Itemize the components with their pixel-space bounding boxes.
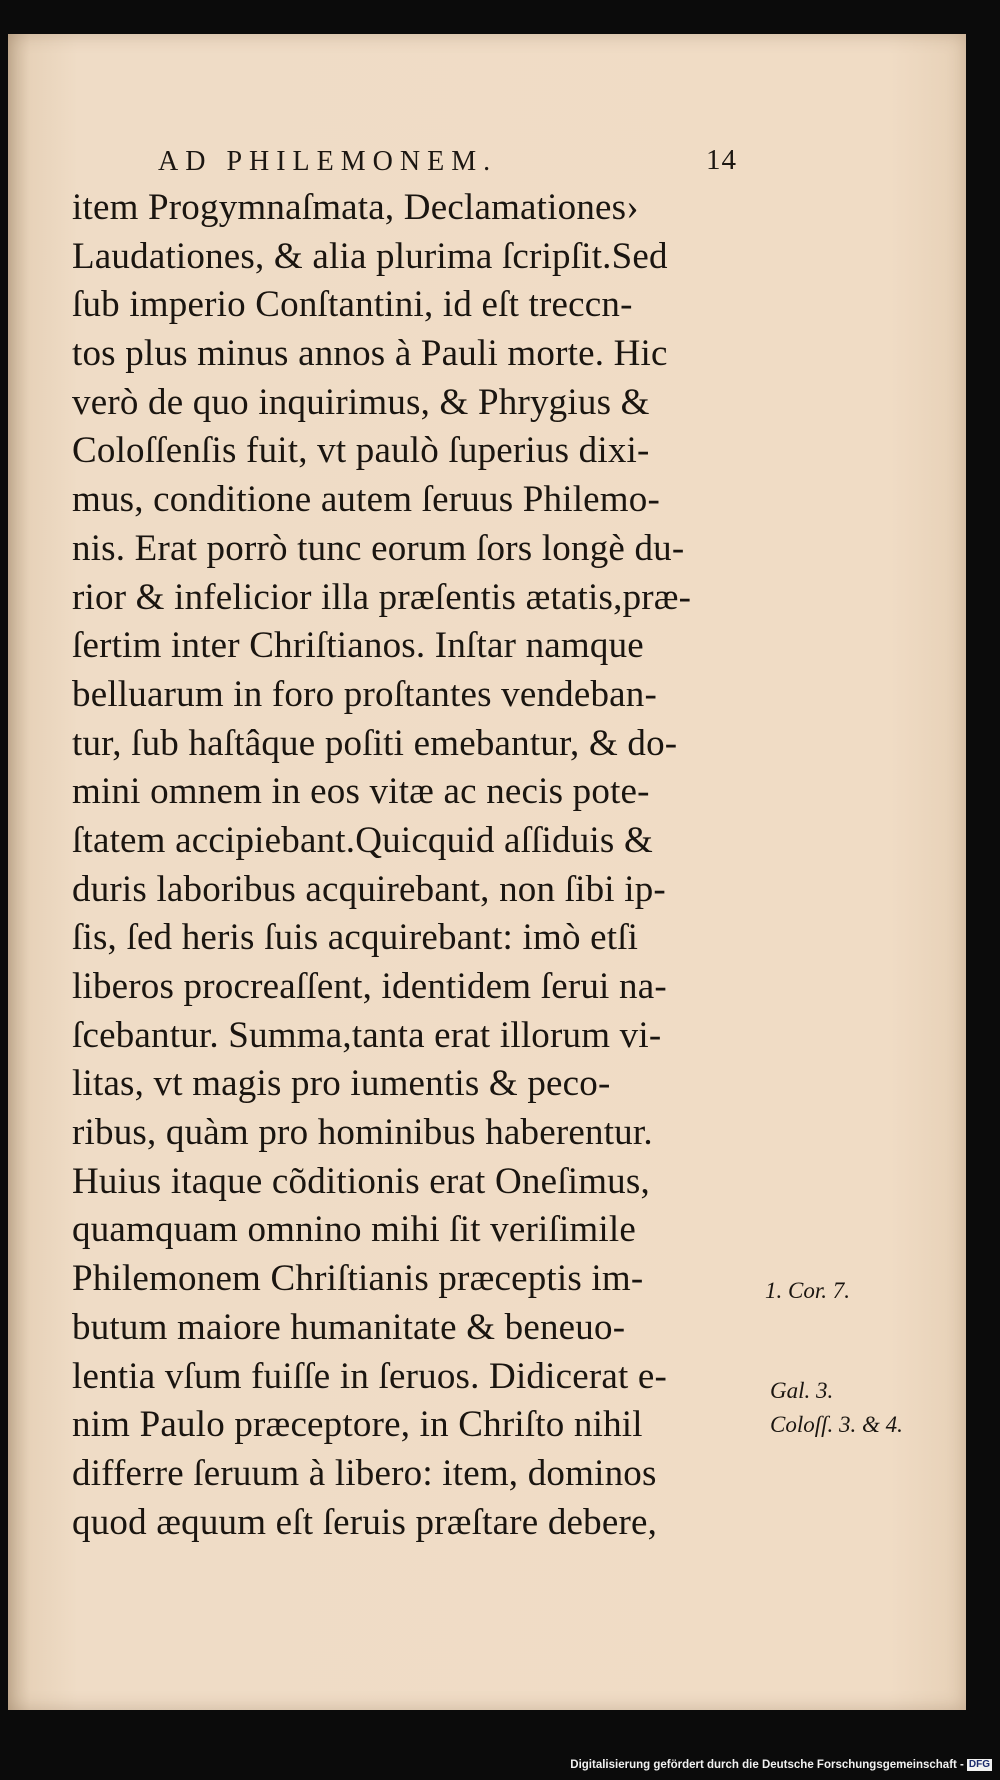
- text-line: ribus, quàm pro hominibus haberentur.: [72, 1112, 653, 1154]
- text-line: tos plus minus annos à Pauli morte. Hic: [72, 333, 668, 375]
- text-line: differre ſeruum à libero: item, dominos: [72, 1452, 657, 1494]
- text-line: Coloſſenſis fuit, vt paulò ſuperius dixi-: [72, 430, 650, 472]
- credit-text: Digitalisierung gefördert durch die Deutsche Forschungsgemeinschaft -: [570, 1759, 964, 1772]
- text-line: ſertim inter Chriſtianos. Inſtar namque: [72, 625, 644, 667]
- text-line: ſis, ſed heris ſuis acquirebant: imò etſi: [72, 917, 639, 959]
- text-line: nis. Erat porrò tunc eorum ſors longè du-: [72, 527, 685, 569]
- body-text: [72, 184, 772, 1547]
- text-line: mus, conditione autem ſeruus Philemo-: [72, 479, 660, 521]
- text-line: rior & infelicior illa præſentis ætatis,præ-: [72, 576, 692, 618]
- page-number: 14: [706, 144, 737, 176]
- text-line: litas, vt magis pro iumentis & peco-: [72, 1063, 611, 1105]
- text-line: ſub imperio Conſtantini, id eſt treccn-: [72, 284, 633, 326]
- text-line: item Progymnaſmata, Declamationes›: [72, 187, 639, 228]
- text-line: butum maiore humanitate & beneuo-: [72, 1306, 626, 1348]
- text-line: quamquam omnino mihi ſit veriſimile: [72, 1209, 636, 1251]
- text-line: liberos procreaſſent, identidem ſerui na-: [72, 966, 667, 1007]
- margin-note-galatians: Gal. 3.: [770, 1378, 834, 1403]
- text-line: Huius itaque cõditionis erat Oneſimus,: [72, 1160, 650, 1202]
- text-line: quod æquum eſt ſeruis præſtare debere,: [72, 1501, 658, 1543]
- dfg-logo: DFG: [968, 1759, 990, 1770]
- text-line: mini omnem in eos vitæ ac necis pote-: [72, 771, 650, 813]
- text-line: Philemonem Chriſtianis præceptis im-: [72, 1258, 644, 1300]
- digitization-credit: [570, 1759, 992, 1771]
- text-line: ſcebantur. Summa,tanta erat illorum vi-: [72, 1014, 662, 1056]
- text-line: lentia vſum fuiſſe in ſeruos. Didicerat e-: [72, 1355, 668, 1397]
- text-line: belluarum in foro proſtantes vendeban-: [72, 673, 658, 715]
- text-line: nim Paulo præceptore, in Chriſto nihil: [72, 1404, 643, 1446]
- margin-note-corinthians: 1. Cor. 7.: [765, 1278, 850, 1303]
- running-header: AD PHILEMONEM.: [158, 146, 498, 177]
- text-line: verò de quo inquirimus, & Phrygius &: [72, 381, 650, 423]
- text-line: duris laboribus acquirebant, non ſibi ip-: [72, 868, 666, 910]
- text-line: tur, ſub haſtâque poſiti emebantur, & do-: [72, 722, 678, 764]
- book-page: [8, 34, 966, 1710]
- text-line: Laudationes, & alia plurima ſcripſit.Sed: [72, 235, 668, 277]
- text-line: ſtatem accipiebant.Quicquid aſſiduis &: [72, 819, 653, 861]
- margin-note-colossians: Coloſſ. 3. & 4.: [770, 1412, 903, 1437]
